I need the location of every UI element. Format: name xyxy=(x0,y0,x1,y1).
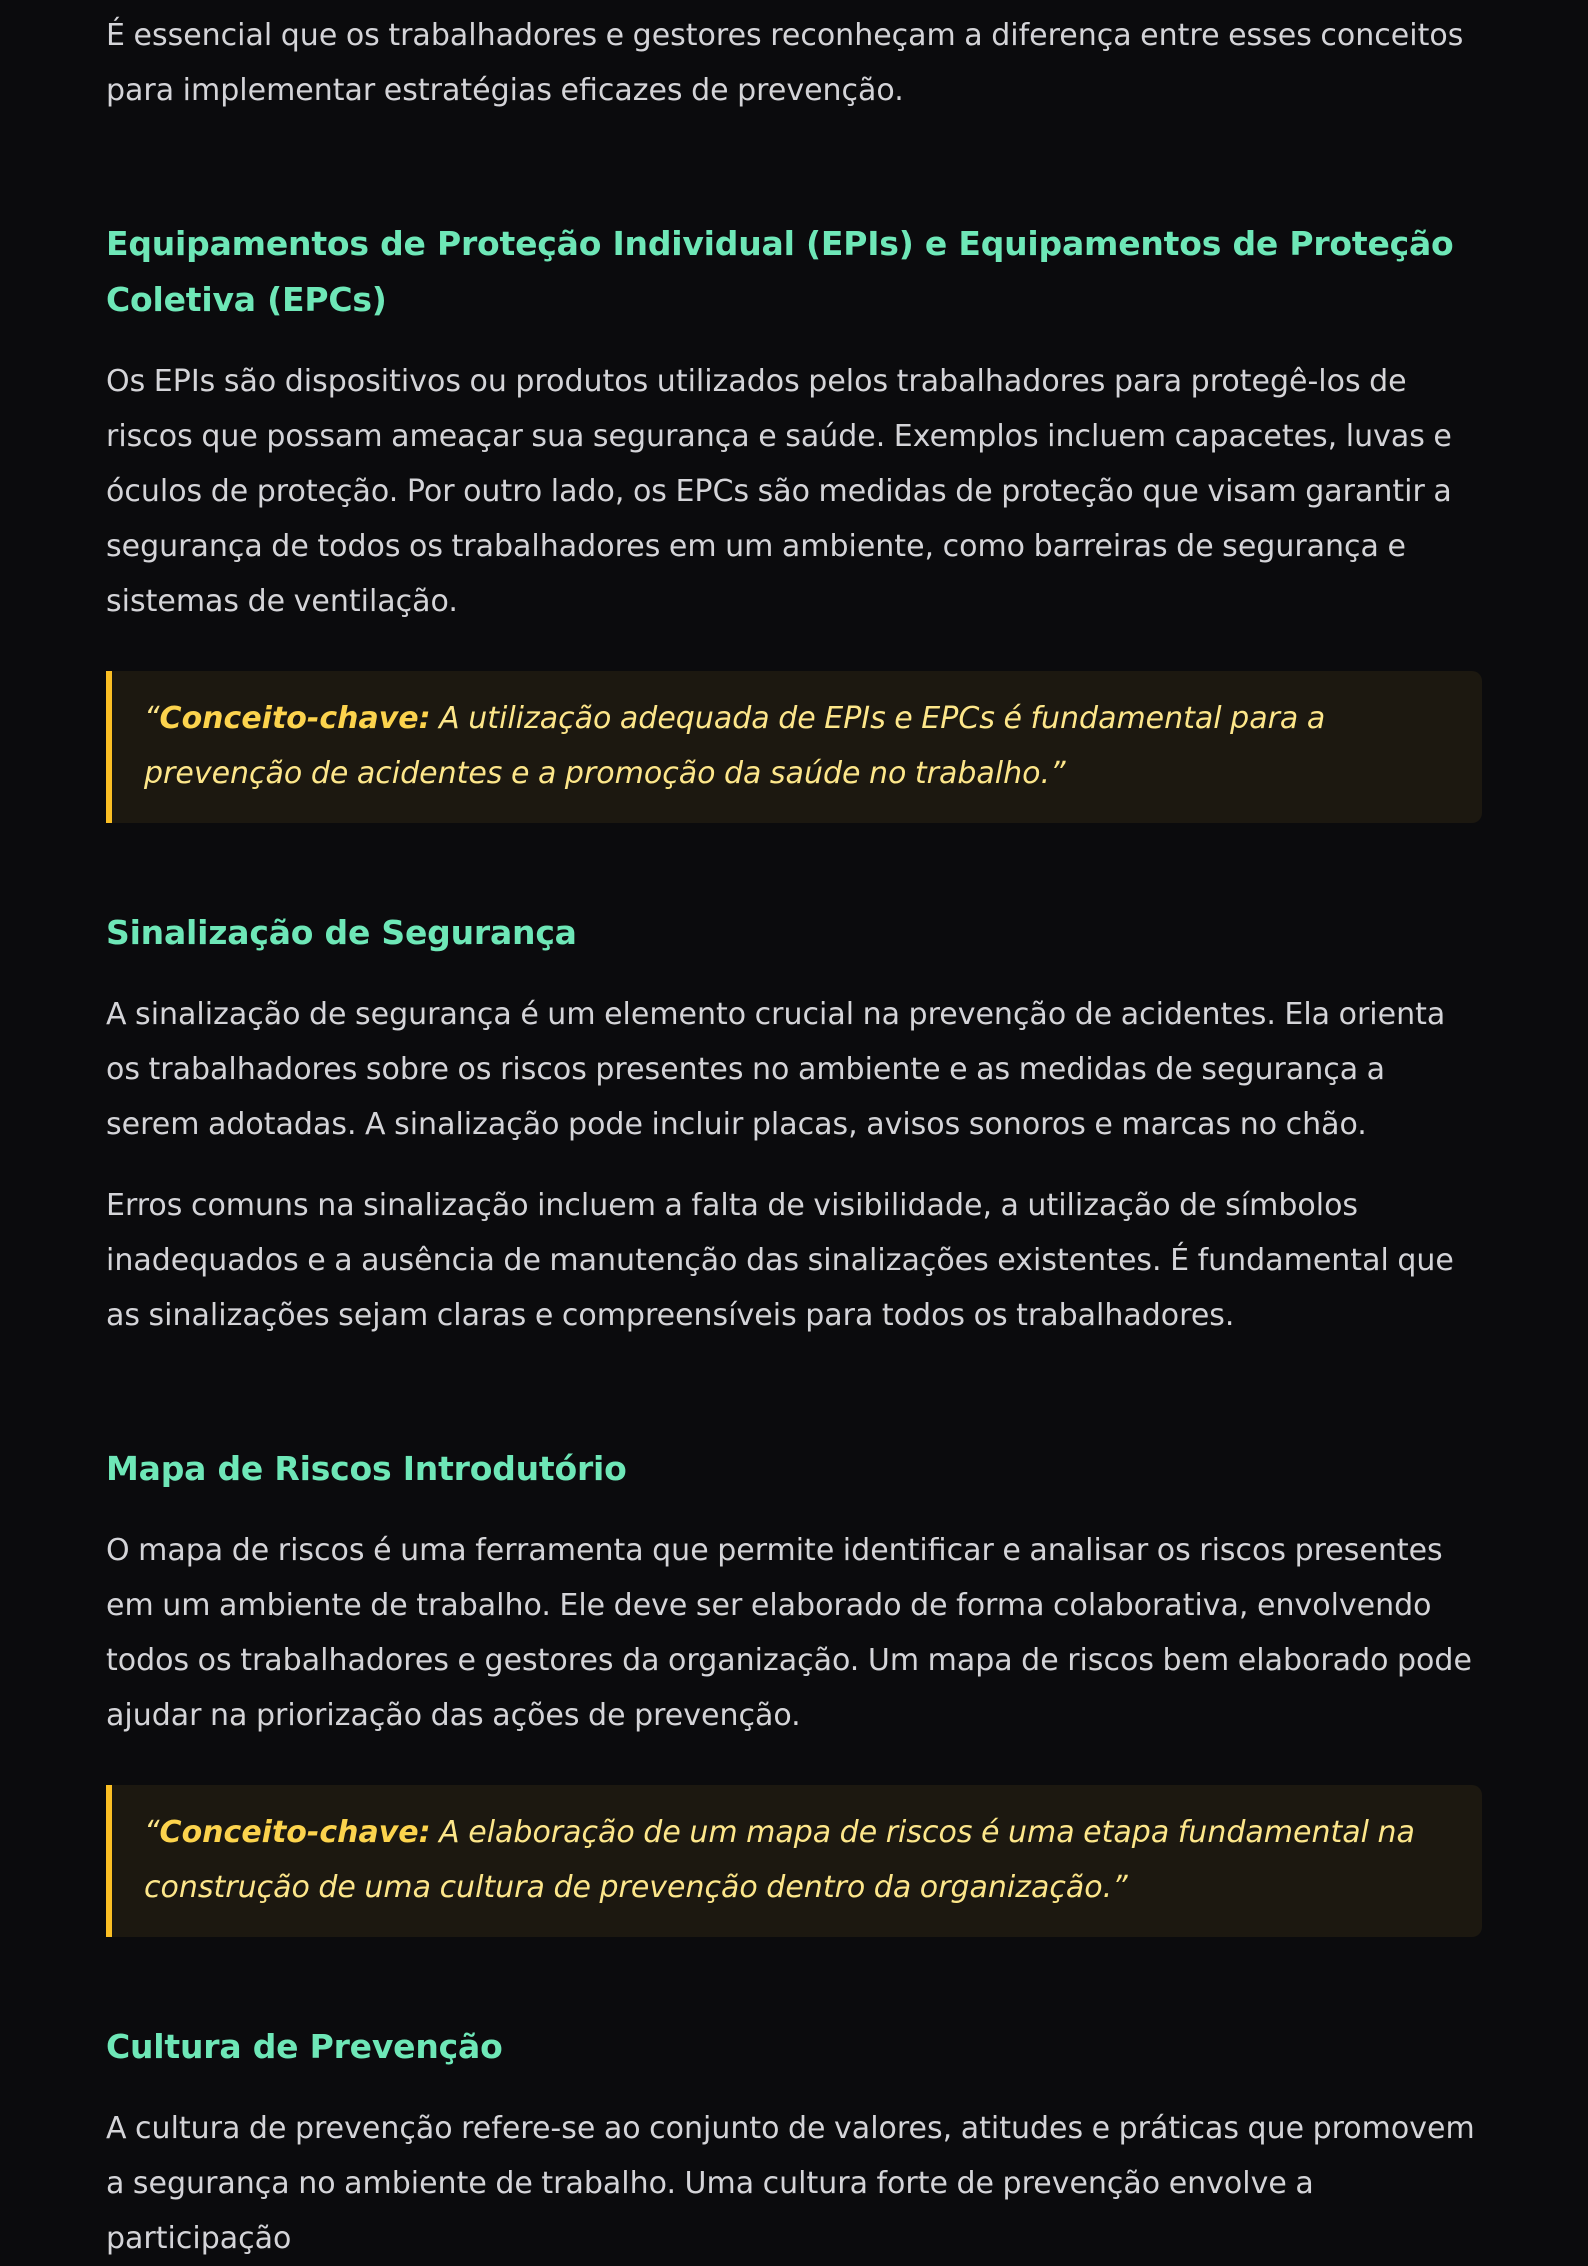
open-quote: “ xyxy=(144,1815,160,1850)
section-paragraph: A sinalização de segurança é um elemento crucial na prevenção de acidentes. Ela orienta os trabalhadores sobre os riscos presentes no ambiente e as medidas de segurança a serem adotadas. A sinalização pode incluir placas, avisos sonoros e marcas no chão. xyxy=(106,997,1446,1142)
section-paragraph: O mapa de riscos é uma ferramenta que permite identificar e analisar os riscos presentes em um ambiente de trabalho. Ele deve ser elaborado de forma colaborativa, envolvendo todos os trabalhadores e gestores da organização. Um mapa de riscos bem elaborado pode ajudar na priorização das ações de prevenção. xyxy=(106,1533,1472,1733)
section-paragraph: A cultura de prevenção refere-se ao conjunto de valores, atitudes e práticas que promovem a segurança no ambiente de trabalho. Uma cultura forte de prevenção envolve a participação xyxy=(106,2111,1475,2256)
section-heading-epis-epcs: Equipamentos de Proteção Individual (EPIs) e Equipamentos de Proteção Coletiva (EPCs) xyxy=(106,224,1454,319)
section-heading-sinalizacao: Sinalização de Segurança xyxy=(106,913,577,952)
callout-label: Conceito-chave: xyxy=(159,1815,431,1850)
callout-body: A utilização adequada de EPIs e EPCs é fundamental para a prevenção de acidentes e a promoção da saúde no trabalho.” xyxy=(144,701,1326,791)
callout-label: Conceito-chave: xyxy=(159,701,431,736)
section-heading-cultura-prevencao: Cultura de Prevenção xyxy=(106,2027,503,2066)
key-concept-callout xyxy=(106,1785,1482,1937)
intro-paragraph: É essencial que os trabalhadores e gestores reconheçam a diferença entre esses conceitos para implementar estratégias eficazes de prevenção. xyxy=(106,18,1464,108)
key-concept-callout xyxy=(106,671,1482,823)
open-quote: “ xyxy=(144,701,160,736)
callout-text xyxy=(144,1805,1446,1915)
callout-body: A elaboração de um mapa de riscos é uma etapa fundamental na construção de uma cultura de prevenção dentro da organização.” xyxy=(144,1815,1415,1905)
article-content xyxy=(106,0,1482,2266)
section-paragraph: Os EPIs são dispositivos ou produtos utilizados pelos trabalhadores para protegê-los de riscos que possam ameaçar sua segurança e saúde. Exemplos incluem capacetes, luvas e óculos de proteção. Por outro lado, os EPCs são medidas de proteção que visam garantir a segurança de todos os trabalhadores em um ambiente, como barreiras de segurança e sistemas de ventilação. xyxy=(106,364,1452,619)
section-heading-mapa-riscos: Mapa de Riscos Introdutório xyxy=(106,1449,627,1488)
callout-text xyxy=(144,691,1446,801)
section-paragraph: Erros comuns na sinalização incluem a falta de visibilidade, a utilização de símbolos inadequados e a ausência de manutenção das sinalizações existentes. É fundamental que as sinalizações sejam claras e compreensíveis para todos os trabalhadores. xyxy=(106,1188,1454,1333)
